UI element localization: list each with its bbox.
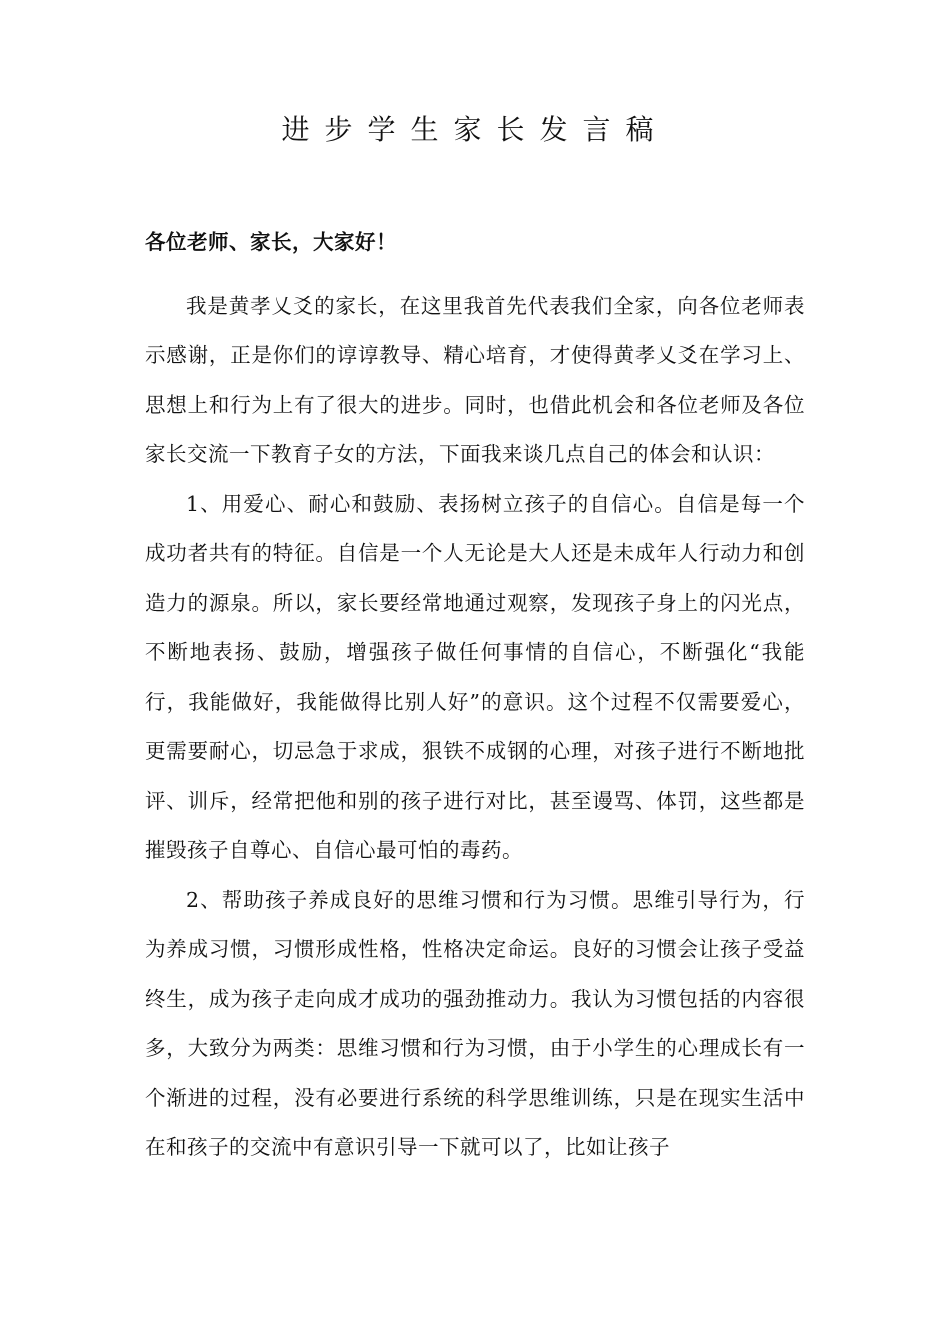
paragraph-point-1: 1、用爱心、耐心和鼓励、表扬树立孩子的自信心。自信是每一个成功者共有的特征。自信是一个人无论是大人还是未成年人行动力和创造力的源泉。所以，家长要经常地通过观察，发现孩子身上的闪光点，不断地表扬、鼓励，增强孩子做任何事情的自信心，不断强化“我能行，我能做好，我能做得比别人好”的意识。这个过程不仅需要爱心，更需要耐心，切忌急于求成，狠铁不成钢的心理，对孩子进行不断地批评、训斥，经常把他和别的孩子进行对比，甚至谩骂、体罚，这些都是摧毁孩子自尊心、自信心最可怕的毒药。 bbox=[145, 491, 805, 862]
paragraph-intro: 我是黄孝乂爻的家长，在这里我首先代表我们全家，向各位老师表示感谢，正是你们的谆谆教导、精心培育，才使得黄孝乂爻在学习上、思想上和行为上有了很大的进步。同时，也借此机会和各位老师及各位家长交流一下教育子女的方法，下面我来谈几点自己的体会和认识： bbox=[145, 293, 805, 466]
paragraph-point-2: 2、帮助孩子养成良好的思维习惯和行为习惯。思维引导行为，行为养成习惯，习惯形成性格，性格决定命运。良好的习惯会让孩子受益终生，成为孩子走向成才成功的强劲推动力。我认为习惯包括的内容很多，大致分为两类：思维习惯和行为习惯，由于小学生的心理成长有一个渐进的过程，没有必要进行系统的科学思维训练，只是在现实生活中在和孩子的交流中有意识引导一下就可以了，比如让孩子 bbox=[145, 887, 805, 1159]
document-title: 进步学生家长发言稿 bbox=[281, 113, 669, 146]
greeting-line: 各位老师、家长，大家好！ bbox=[145, 230, 397, 254]
document-body bbox=[145, 218, 805, 1173]
